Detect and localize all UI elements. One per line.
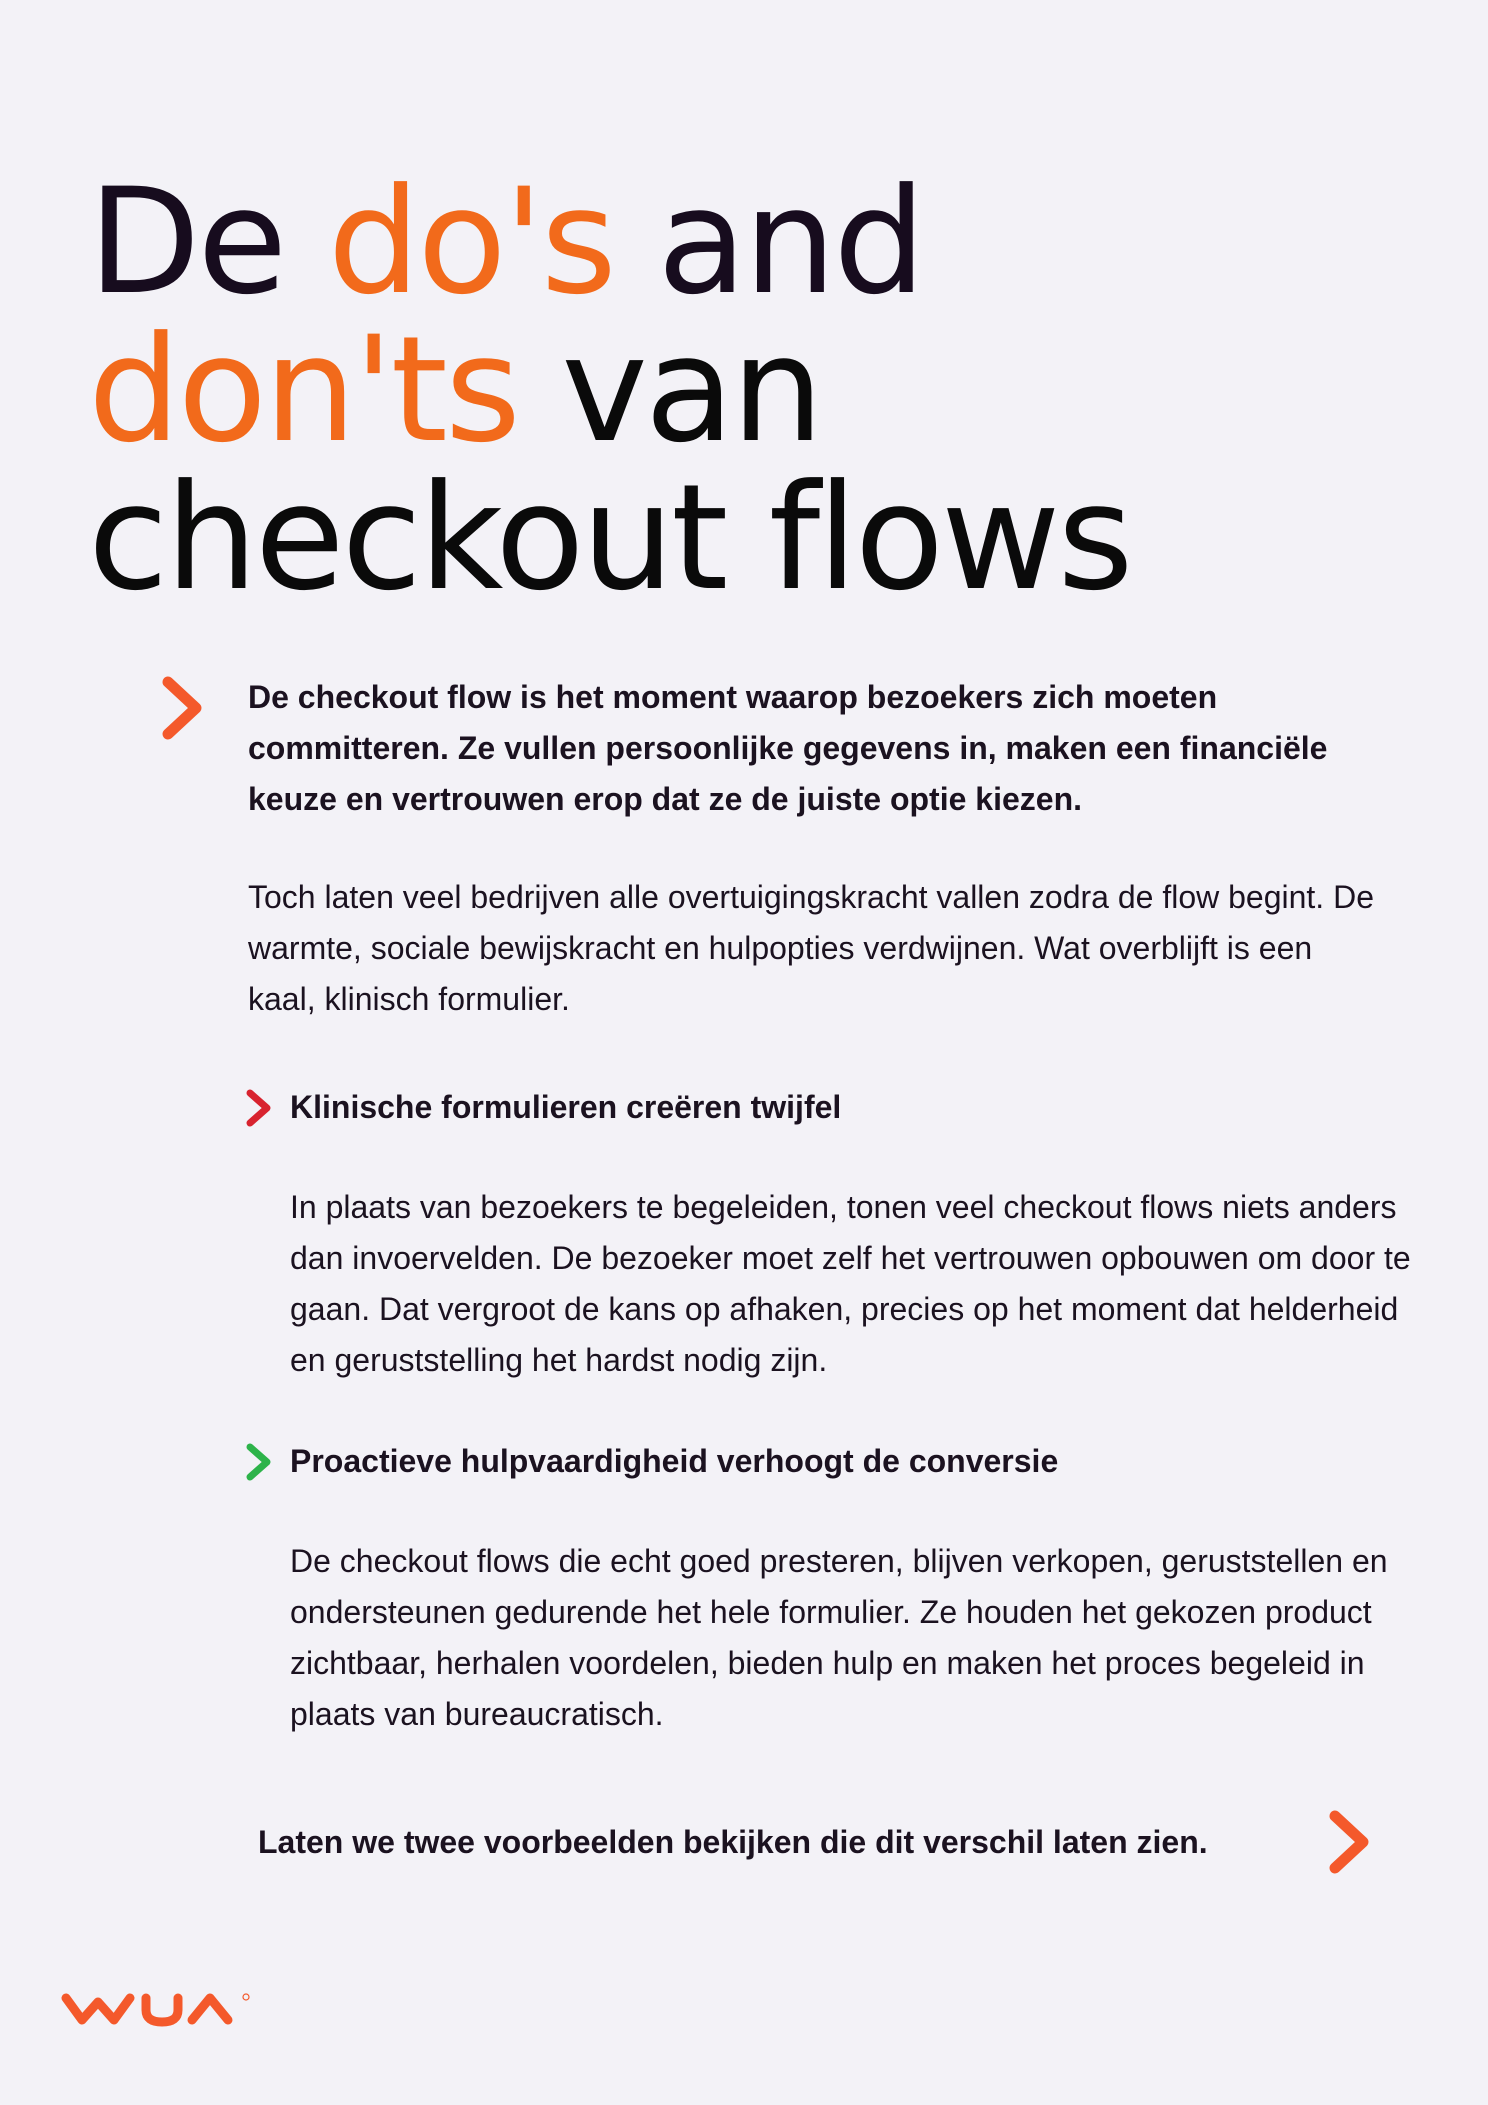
chevron-right-icon <box>244 1088 274 1128</box>
cta-text: Laten we twee voorbeelden bekijken die dit verschil laten zien. <box>258 1824 1208 1860</box>
section-body-dont: In plaats van bezoekers te begeleiden, tonen veel checkout flows niets anders dan invoervelden. De bezoeker moet zelf het vertrouwen opbouwen om door te gaan. Dat vergroot de kans op afhaken, precies op het moment dat helderheid en geruststelling het hardst nodig zijn. <box>290 1189 1411 1378</box>
section-heading-do: Proactieve hulpvaardigheid verhoogt de conversie <box>290 1443 1059 1479</box>
title-line-2 <box>88 305 1131 475</box>
wua-logo <box>60 1990 260 2035</box>
title-accent-word: don'ts <box>88 305 518 475</box>
chevron-right-icon <box>244 1442 274 1482</box>
body-paragraph: Toch laten veel bedrijven alle overtuigingskracht vallen zodra de flow begint. De warmte, sociale bewijskracht en hulpopties verdwijnen. Wat overblijft is een kaal, klinisch formulier. <box>248 879 1374 1017</box>
section-heading-dont: Klinische formulieren creëren twijfel <box>290 1089 842 1125</box>
chevron-right-icon <box>160 676 204 740</box>
section-body-do: De checkout flows die echt goed presteren, blijven verkopen, geruststellen en ondersteunen gedurende het hele formulier. Ze houden het gekozen product zichtbaar, herhalen voordelen, bieden hulp en maken het proces begeleid in plaats van bureaucratisch. <box>290 1543 1388 1732</box>
title-word: van <box>517 305 821 475</box>
title-word: De <box>88 157 328 327</box>
title-accent-word: do's <box>327 157 614 327</box>
page-title <box>88 157 1131 623</box>
chevron-right-icon <box>1326 1810 1372 1874</box>
title-line-1 <box>88 157 1131 327</box>
title-line-3: checkout flows <box>88 453 1131 623</box>
title-word: and <box>613 157 923 327</box>
intro-text: De checkout flow is het moment waarop bezoekers zich moeten committeren. Ze vullen persoonlijke gegevens in, maken een financiële keuze en vertrouwen erop dat ze de juiste optie kiezen. <box>248 679 1328 817</box>
